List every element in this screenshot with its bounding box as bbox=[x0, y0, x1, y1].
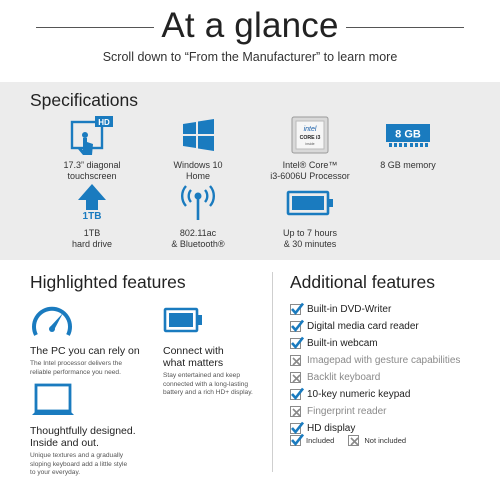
column-divider bbox=[272, 272, 273, 472]
spec-label-line: Home bbox=[185, 171, 210, 181]
spec-label-line: & 30 minutes bbox=[283, 239, 337, 249]
spec-battery bbox=[260, 182, 360, 250]
feature-description: battery and a rich HD+ display. bbox=[163, 389, 253, 397]
list-item bbox=[290, 386, 490, 403]
x-mark-icon bbox=[290, 355, 301, 366]
wifi-bluetooth-icon bbox=[177, 182, 219, 224]
feature-description: Unique textures and a gradually bbox=[30, 452, 124, 459]
spec-label-line: hard drive bbox=[71, 239, 113, 249]
spec-label-line: touchscreen bbox=[67, 171, 117, 181]
specifications-panel bbox=[0, 82, 500, 260]
highlighted-features-title: Highlighted features bbox=[30, 272, 186, 292]
spec-windows bbox=[148, 114, 248, 182]
header bbox=[0, 0, 500, 82]
battery-connect-icon bbox=[163, 301, 283, 341]
chip-brand-text: intel bbox=[303, 126, 317, 133]
specifications-title: Specifications bbox=[30, 90, 138, 110]
feature-label: Backlit keyboard bbox=[307, 372, 381, 383]
spec-label-line: 8 GB memory bbox=[380, 160, 436, 170]
x-mark-icon bbox=[290, 372, 301, 383]
legend-not-included-label: Not included bbox=[364, 436, 407, 445]
memory-badge-text: 8 GB bbox=[395, 128, 421, 141]
feature-description: Stay entertained and keep bbox=[163, 372, 240, 379]
check-icon bbox=[290, 321, 301, 332]
spec-memory bbox=[358, 114, 458, 171]
feature-description: to your everyday. bbox=[30, 469, 81, 477]
list-item bbox=[290, 352, 490, 369]
feature-design bbox=[30, 381, 150, 478]
x-mark-icon bbox=[348, 435, 359, 446]
check-icon bbox=[290, 338, 301, 349]
hd-badge-text: HD bbox=[98, 118, 110, 127]
feature-description: The Intel processor delivers the bbox=[30, 360, 122, 367]
legend bbox=[290, 435, 420, 446]
spec-label-line: Windows 10 bbox=[173, 160, 223, 170]
check-icon bbox=[290, 435, 301, 446]
feature-heading: Connect with bbox=[163, 345, 224, 357]
laptop-icon bbox=[30, 381, 150, 421]
spec-processor bbox=[260, 114, 360, 182]
x-mark-icon bbox=[290, 406, 301, 417]
hard-drive-upload-icon bbox=[72, 182, 112, 224]
spec-label-line: Intel® Core™ bbox=[282, 160, 338, 170]
chip-model-text: CORE i3 bbox=[299, 135, 321, 141]
spec-label-line: Up to 7 hours bbox=[282, 228, 338, 238]
feature-heading: Thoughtfully designed. bbox=[30, 425, 136, 437]
check-icon bbox=[290, 389, 301, 400]
list-item bbox=[290, 301, 490, 318]
spec-label-line: 17.3” diagonal bbox=[63, 160, 121, 170]
spec-hard-drive bbox=[42, 182, 142, 250]
list-item bbox=[290, 403, 490, 420]
feature-label: 10-key numeric keypad bbox=[307, 389, 411, 400]
feature-label: Fingerprint reader bbox=[307, 406, 387, 417]
page-subtitle: Scroll down to “From the Manufacturer” to learn more bbox=[102, 50, 398, 64]
feature-label: Imagepad with gesture capabilities bbox=[307, 355, 461, 366]
feature-reliable bbox=[30, 301, 150, 377]
feature-description: connected with a long-lasting bbox=[163, 380, 249, 388]
hd-touchscreen-icon bbox=[68, 114, 116, 156]
chip-inside-text: inside bbox=[305, 142, 315, 146]
feature-heading: The PC you can rely on bbox=[30, 345, 140, 357]
speedometer-icon bbox=[30, 301, 150, 341]
spec-label-line: i3-6006U Processor bbox=[270, 171, 350, 181]
legend-included-label: Included bbox=[306, 436, 335, 445]
feature-connect bbox=[163, 301, 283, 398]
feature-description: reliable performance you need. bbox=[30, 368, 121, 376]
spec-label-line: 802.11ac bbox=[179, 228, 217, 238]
spec-label-line: & Bluetooth® bbox=[171, 239, 225, 249]
hard-drive-badge-text: 1TB bbox=[82, 211, 102, 222]
spec-touchscreen bbox=[42, 114, 142, 182]
memory-icon bbox=[383, 114, 433, 156]
list-item bbox=[290, 318, 490, 335]
spec-label-line: 1TB bbox=[83, 228, 101, 238]
windows-logo-icon bbox=[177, 114, 219, 156]
list-item bbox=[290, 335, 490, 352]
battery-icon bbox=[285, 182, 335, 224]
feature-label: Built-in DVD-Writer bbox=[307, 304, 392, 315]
feature-heading: what matters bbox=[163, 357, 224, 369]
check-icon bbox=[290, 304, 301, 315]
feature-heading: Inside and out. bbox=[30, 437, 99, 449]
spec-wireless bbox=[148, 182, 248, 250]
feature-description: sloping keyboard add a little style bbox=[30, 460, 128, 468]
feature-label: HD display bbox=[307, 423, 356, 434]
additional-features-title: Additional features bbox=[290, 272, 435, 292]
page-title: At a glance bbox=[161, 6, 339, 45]
feature-label: Digital media card reader bbox=[307, 321, 419, 332]
list-item bbox=[290, 369, 490, 386]
feature-label: Built-in webcam bbox=[307, 338, 378, 349]
additional-features-list bbox=[290, 301, 490, 437]
intel-core-i3-chip-icon bbox=[289, 114, 331, 156]
